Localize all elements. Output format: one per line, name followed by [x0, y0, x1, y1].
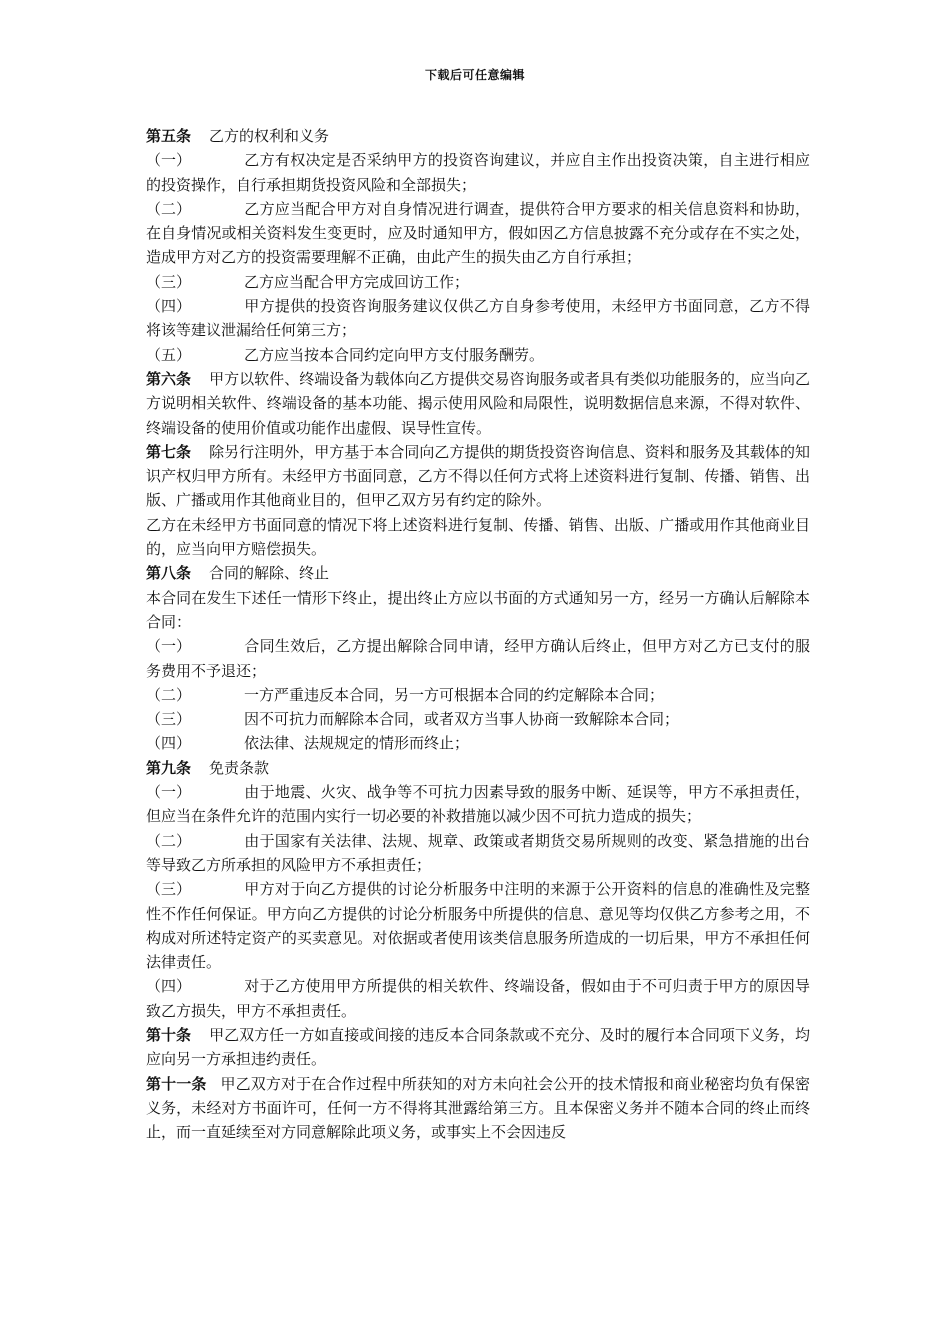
page-header: 下载后可任意编辑 [424, 68, 525, 82]
clause-number: （一） [146, 637, 192, 656]
clause-number: （三） [146, 710, 192, 729]
article-paragraph [146, 367, 810, 440]
clause-number: （二） [146, 199, 192, 218]
clause-number: （四） [146, 297, 192, 316]
clause-number: （一） [146, 783, 192, 802]
paragraph-text: 乙方的权利和义务 [209, 127, 330, 145]
paragraph-text: 乙方在未经甲方书面同意的情况下将上述资料进行复制、传播、销售、出版、广播或用作其他商业目的，应当向甲方赔偿损失。 [146, 515, 810, 559]
clause-item [146, 634, 810, 683]
clause-number: （二） [146, 831, 192, 850]
article-paragraph [146, 124, 810, 148]
article-number: 第七条 [146, 442, 192, 461]
clause-number: （四） [146, 977, 192, 996]
clause-number: （一） [146, 151, 192, 170]
clause-item [146, 197, 810, 270]
article-paragraph [146, 756, 810, 780]
article-number: 第六条 [146, 369, 192, 388]
clause-number: （三） [146, 272, 192, 291]
clause-number: （三） [146, 880, 192, 899]
paragraph-text: 甲方提供的投资咨询服务建议仅供乙方自身参考使用，未经甲方书面同意，乙方不得将该等建议泄漏给任何第三方； [146, 297, 810, 340]
body-paragraph [146, 513, 810, 562]
clause-item [146, 294, 810, 343]
article-number: 第十条 [146, 1025, 192, 1044]
article-number: 第十一条 [146, 1074, 207, 1093]
clause-item [146, 731, 810, 755]
paragraph-text: 合同的解除、终止 [209, 564, 330, 583]
clause-item [146, 148, 810, 197]
clause-number: （四） [146, 734, 192, 753]
clause-number: （五） [146, 345, 192, 364]
clause-item [146, 974, 810, 1023]
paragraph-text: 对于乙方使用甲方所提供的相关软件、终端设备，假如由于不可归责于甲方的原因导致乙方损失，甲方不承担责任。 [146, 977, 810, 1020]
paragraph-text: 因不可抗力而解除本合同，或者双方当事人协商一致解除本合同； [244, 710, 680, 729]
paragraph-text: 本合同在发生下述任一情形下终止，提出终止方应以书面的方式通知另一方，经另一方确认后解除本合同： [146, 588, 810, 631]
clause-item [146, 707, 810, 731]
document-body [146, 124, 810, 1144]
clause-item [146, 829, 810, 878]
paragraph-text: 甲乙双方对于在合作过程中所获知的对方未向社会公开的技术情报和商业秘密均负有保密义务，未经对方书面许可，任何一方不得将其泄露给第三方。且本保密义务并不随本合同的终止而终止，而一直延续至对方同意解除此项义务，或事实上不会因违反 [146, 1074, 810, 1142]
paragraph-text: 由于地震、火灾、战争等不可抗力因素导致的服务中断、延误等，甲方不承担责任，但应当在条件允许的范围内实行一切必要的补救措施以减少因不可抗力造成的损失； [146, 783, 810, 826]
article-number: 第五条 [146, 127, 192, 145]
article-number: 第九条 [146, 758, 192, 777]
paragraph-text: 合同生效后，乙方提出解除合同申请，经甲方确认后终止，但甲方对乙方已支付的服务费用不予退还； [146, 637, 810, 680]
paragraph-text: 免责条款 [209, 758, 270, 777]
clause-item [146, 343, 810, 367]
clause-item [146, 780, 810, 829]
article-paragraph [146, 1023, 810, 1072]
paragraph-text: 乙方应当按本合同约定向甲方支付服务酬劳。 [244, 345, 545, 364]
article-paragraph [146, 1072, 810, 1145]
article-number: 第八条 [146, 564, 192, 583]
article-paragraph [146, 561, 810, 585]
clause-item [146, 683, 810, 707]
clause-item [146, 877, 810, 974]
paragraph-text: 甲方以软件、终端设备为载体向乙方提供交易咨询服务或者具有类似功能服务的，应当向乙方说明相关软件、终端设备的基本功能、揭示使用风险和局限性，说明数据信息来源，不得对软件、终端设备的使用价值或功能作出虚假、误导性宣传。 [146, 369, 810, 437]
article-paragraph [146, 440, 810, 513]
paragraph-text: 除另行注明外，甲方基于本合同向乙方提供的期货投资咨询信息、资料和服务及其载体的知识产权归甲方所有。未经甲方书面同意，乙方不得以任何方式将上述资料进行复制、传播、销售、出版、广播或用作其他商业目的，但甲乙双方另有约定的除外。 [146, 442, 810, 510]
paragraph-text: 乙方应当配合甲方对自身情况进行调查，提供符合甲方要求的相关信息资料和协助，在自身情况或相关资料发生变更时，应及时通知甲方，假如因乙方信息披露不充分或存在不实之处，造成甲方对乙方的投资需要理解不正确，由此产生的损失由乙方自行承担； [146, 199, 810, 267]
paragraph-text: 依法律、法规规定的情形而终止； [244, 734, 470, 753]
body-paragraph [146, 586, 810, 635]
paragraph-text: 一方严重违反本合同，另一方可根据本合同的约定解除本合同； [244, 685, 665, 704]
paragraph-text: 甲乙双方任一方如直接或间接的违反本合同条款或不充分、及时的履行本合同项下义务，均应向另一方承担违约责任。 [146, 1025, 810, 1069]
clause-number: （二） [146, 685, 192, 704]
paragraph-text: 乙方有权决定是否采纳甲方的投资咨询建议，并应自主作出投资决策，自主进行相应的投资操作，自行承担期货投资风险和全部损失； [146, 151, 810, 194]
paragraph-text: 甲方对于向乙方提供的讨论分析服务中注明的来源于公开资料的信息的准确性及完整性不作任何保证。甲方向乙方提供的讨论分析服务中所提供的信息、意见等均仅供乙方参考之用，不构成对所述特定资产的买卖意见。对依据或者使用该类信息服务所造成的一切后果，甲方不承担任何法律责任。 [146, 880, 810, 972]
paragraph-text: 由于国家有关法律、法规、规章、政策或者期货交易所规则的改变、紧急措施的出台等导致乙方所承担的风险甲方不承担责任； [146, 831, 810, 874]
clause-item [146, 270, 810, 294]
paragraph-text: 乙方应当配合甲方完成回访工作； [244, 272, 470, 291]
